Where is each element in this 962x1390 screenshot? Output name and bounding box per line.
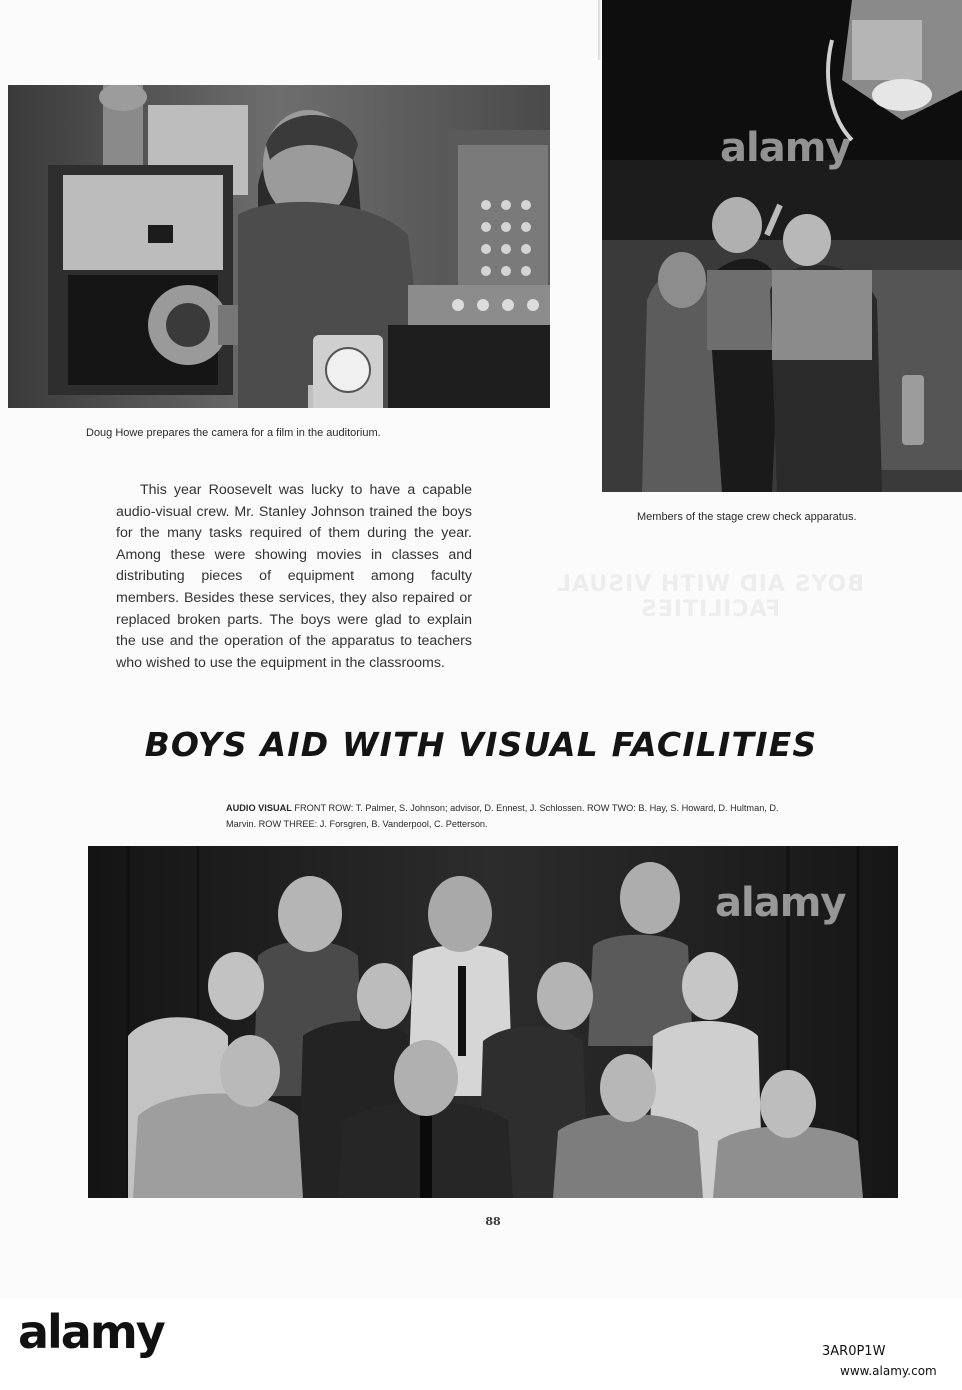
page-number: 88	[485, 1215, 501, 1228]
group-photo-watermark: alamy	[715, 880, 846, 926]
article-body: This year Roosevelt was lucky to have a capable audio-visual crew. Mr. Stanley Johnson trained the boys for the many tasks required of them during the year. Among these were showing movies in classes and distributing pieces of equipment among faculty members. Besides these services, they also repaired or replaced broken parts. The boys were glad to explain the use and the operation of the apparatus to teachers who wished to use the equipment in the classrooms.	[116, 482, 472, 671]
article-headline: BOYS AID WITH VISUAL FACILITIES	[144, 725, 818, 764]
camera-photo-illustration	[8, 85, 550, 408]
bleed-through-text: BOYS AID WITH VISUAL FACILITIES	[555, 572, 865, 622]
stage-photo-watermark: alamy	[720, 125, 851, 171]
footer-image-id: 3AR0P1W	[822, 1344, 886, 1359]
stage-crew-photo-illustration	[602, 0, 962, 492]
camera-photo-caption: Doug Howe prepares the camera for a film in the auditorium.	[86, 427, 381, 439]
footer-logo: alamy	[18, 1305, 164, 1359]
roster-caption	[226, 800, 786, 832]
footer-url: www.alamy.com	[840, 1364, 937, 1378]
camera-photo	[8, 85, 550, 408]
stage-crew-photo	[602, 0, 962, 492]
group-photo	[88, 846, 898, 1198]
page-fold	[598, 0, 601, 60]
roster-names: FRONT ROW: T. Palmer, S. Johnson; advisor, D. Ennest, J. Schlossen. ROW TWO: B. Hay, S. Howard, D. Hultman, D. Marvin. ROW THREE: J. Forsgren, B. Vanderpool, C. Petterson.	[226, 803, 779, 829]
roster-label: AUDIO VISUAL	[226, 803, 292, 813]
stage-photo-caption: Members of the stage crew check apparatus.	[637, 511, 857, 523]
